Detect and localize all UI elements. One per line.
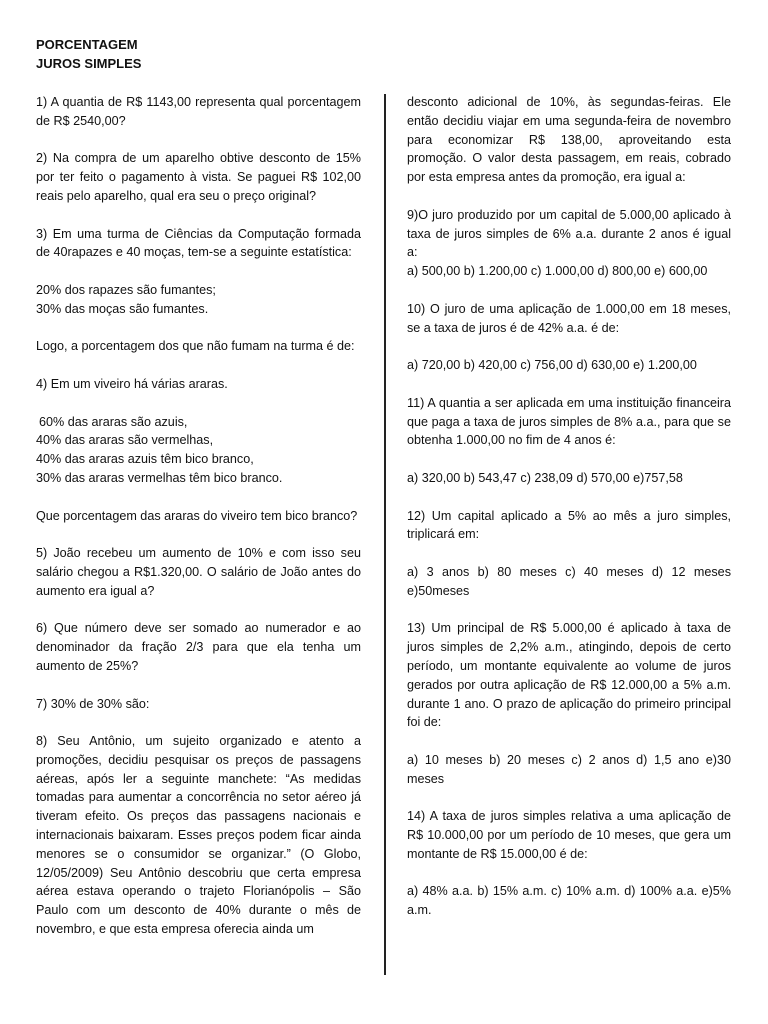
question-4-statement-4: 30% das araras vermelhas têm bico branco.	[36, 470, 283, 485]
question-7: 7) 30% de 30% são:	[36, 696, 150, 711]
question-4-statement-1: 60% das araras são azuis,	[39, 414, 188, 429]
question-13: 13) Um principal de R$ 5.000,00 é aplicado à taxa de juros simples de 2,2% a.m., atingindo, depois de certo período, um montante equivalente ao volume de juros gerados por outra aplicação de R$ 12.000,00 a 5% a.m. durante 1 ano. O prazo de aplicação do primeiro principal foi de:	[407, 621, 731, 730]
question-14-options: a) 48% a.a. b) 15% a.m. c) 10% a.m. d) 100% a.a. e)5% a.m.	[407, 884, 731, 918]
question-9: 9)O juro produzido por um capital de 5.000,00 aplicado à taxa de juros simples de 6% a.a. durante 2 anos é igual a:	[407, 207, 731, 260]
question-4-prompt: Que porcentagem das araras do viveiro tem bico branco?	[36, 508, 358, 523]
right-column	[407, 93, 731, 920]
question-13-options: a) 10 meses b) 20 meses c) 2 anos d) 1,5 ano e)30 meses	[407, 752, 731, 786]
document-title: PORCENTAGEM	[36, 37, 138, 52]
question-6: 6) Que número deve ser somado ao numerador e ao denominador da fração 2/3 para que ela tenha um aumento de 25%?	[36, 621, 361, 673]
question-8: 8) Seu Antônio, um sujeito organizado e atento a promoções, decidiu pesquisar os preços de passagens aéreas, após ler a seguinte manchete: “As medidas tomadas para aumentar a concorrência no setor aéreo já tiveram efeito. Os preços das passagens nacionais e internacionais baixaram. Esses preços podem ficar ainda menores se o consumidor se organizar.” (O Globo, 12/05/2009) Seu Antônio descobriu que certa empresa aérea estava operando o trajeto Florianópolis – São Paulo com um desconto de 40% durante o mês de novembro, e que esta empresa oferecia ainda um	[36, 734, 361, 937]
question-3-statement-1: 20% dos rapazes são fumantes;	[36, 282, 216, 297]
question-4-statement-2: 40% das araras são vermelhas,	[36, 433, 214, 448]
left-column	[36, 93, 361, 939]
question-11-options: a) 320,00 b) 543,47 c) 238,09 d) 570,00 e)757,58	[407, 470, 683, 485]
question-3-statement-2: 30% das moças são fumantes.	[36, 301, 209, 316]
question-4-statement-3: 40% das araras azuis têm bico branco,	[36, 452, 254, 467]
document-header	[36, 35, 141, 73]
question-1: 1) A quantia de R$ 1143,00 representa qual porcentagem de R$ 2540,00?	[36, 95, 361, 128]
question-11: 11) A quantia a ser aplicada em uma instituição financeira que paga a taxa de juros simples de 8% a.a., para que se obtenha 1.000,00 no fim de 4 anos é:	[407, 395, 731, 448]
question-2: 2) Na compra de um aparelho obtive desconto de 15% por ter feito o pagamento à vista. Se paguei R$ 102,00 reais pelo aparelho, qual era seu o preço original?	[36, 151, 361, 203]
question-3: 3) Em uma turma de Ciências da Computação formada de 40rapazes e 40 moças, tem-se a seguinte estatística:	[36, 226, 361, 260]
question-14: 14) A taxa de juros simples relativa a uma aplicação de R$ 10.000,00 por um período de 10 meses, que gera um montante de R$ 15.000,00 é de:	[407, 809, 731, 861]
column-divider	[384, 94, 386, 975]
question-5: 5) João recebeu um aumento de 10% e com isso seu salário chegou a R$1.320,00. O salário de João antes do aumento era igual a?	[36, 546, 361, 598]
question-9-options: a) 500,00 b) 1.200,00 c) 1.000,00 d) 800,00 e) 600,00	[407, 264, 708, 279]
question-8-continued: desconto adicional de 10%, às segundas-feiras. Ele então decidiu viajar em uma segunda-feira de novembro para economizar R$ 138,00, aproveitando esta promoção. O valor desta passagem, em reais, cobrado por esta empresa antes da promoção, era igual a:	[407, 95, 731, 185]
question-10-options: a) 720,00 b) 420,00 c) 756,00 d) 630,00 e) 1.200,00	[407, 358, 697, 373]
document-subtitle: JUROS SIMPLES	[36, 56, 142, 71]
question-10: 10) O juro de uma aplicação de 1.000,00 em 18 meses, se a taxa de juros é de 42% a.a. é de:	[407, 301, 731, 335]
question-12-options: a) 3 anos b) 80 meses c) 40 meses d) 12 meses e)50meses	[407, 564, 731, 598]
question-4: 4) Em um viveiro há várias araras.	[36, 376, 228, 391]
question-3-prompt: Logo, a porcentagem dos que não fumam na turma é de:	[36, 339, 355, 354]
question-12: 12) Um capital aplicado a 5% ao mês a juro simples, triplicará em:	[407, 508, 731, 542]
